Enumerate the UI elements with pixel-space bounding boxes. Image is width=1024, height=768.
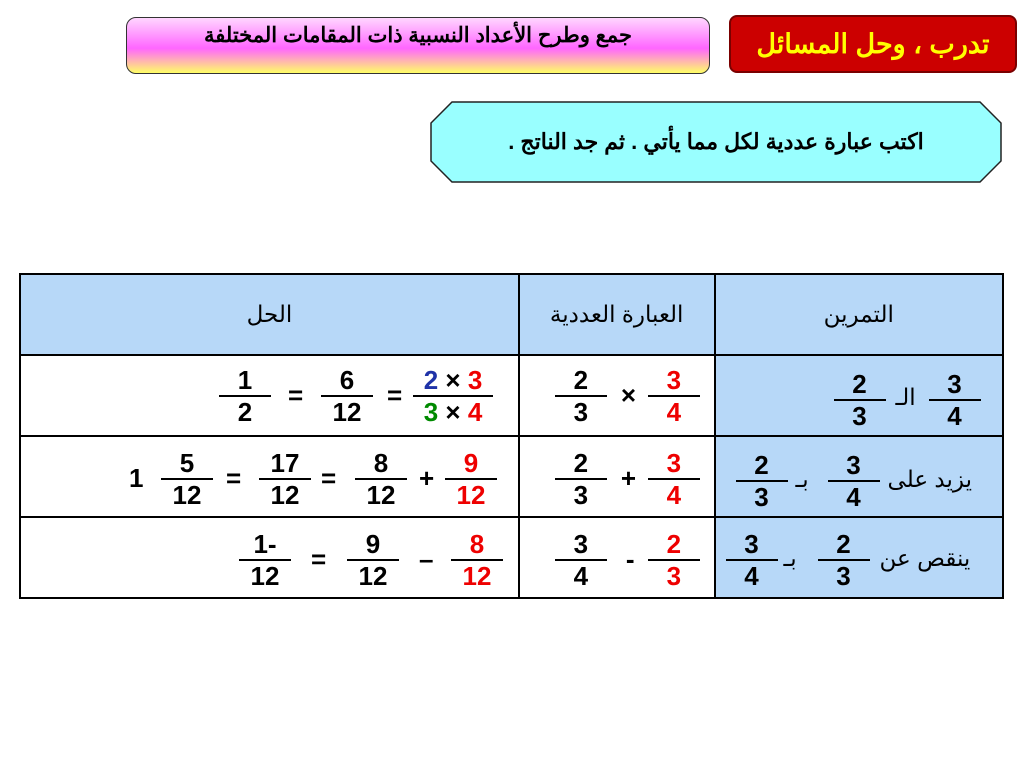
equals-sign: = (311, 544, 327, 574)
denominator: 12 (270, 480, 300, 510)
fraction (648, 366, 700, 426)
numerator: 3 (666, 448, 682, 478)
equals-sign: = (226, 463, 242, 493)
expression-cell (519, 517, 715, 598)
minus-sign: - (625, 544, 635, 574)
expression-cell (519, 436, 715, 517)
numerator: 17 (270, 448, 300, 478)
exercise-word: ينقص عن (879, 545, 971, 571)
fraction (321, 366, 373, 426)
fraction (726, 530, 778, 590)
fraction (355, 449, 407, 509)
fraction (648, 530, 700, 590)
plus-sign: + (419, 463, 435, 493)
numerator: 3 (846, 450, 861, 480)
exercise-cell (715, 436, 1003, 517)
denominator: 12 (358, 561, 388, 591)
numerator: 5 (179, 448, 195, 478)
fraction (445, 449, 497, 509)
fraction (219, 366, 271, 426)
exercise-word: بـ (783, 545, 797, 571)
table-row (20, 517, 1003, 598)
denominator: 3 (852, 401, 867, 431)
exercise-table (19, 273, 1004, 599)
table-row (20, 436, 1003, 517)
expression-cell (519, 355, 715, 436)
solution-cell (20, 355, 519, 436)
numerator: 6 (339, 365, 355, 395)
denominator: 4 (573, 561, 589, 591)
fraction (451, 530, 503, 590)
instruction-box (430, 101, 1002, 183)
plus-sign: + (620, 463, 637, 493)
denominator: 12 (250, 561, 280, 591)
denominator: 12 (332, 397, 362, 427)
exercise-word: الـ (895, 384, 916, 410)
numerator: 2 (852, 369, 867, 399)
fraction (834, 370, 886, 430)
multiply-sign: × (620, 380, 637, 410)
exercise-word: بـ (795, 466, 809, 492)
minus-sign: – (419, 544, 434, 574)
denominator: 12 (456, 480, 486, 510)
denominator: 3 (754, 482, 769, 512)
numerator: 2 (836, 529, 851, 559)
numerator: 8 (469, 529, 485, 559)
solution-cell (20, 436, 519, 517)
whole-number: 1 (129, 463, 144, 493)
denominator: 2 (237, 397, 253, 427)
equals-sign: = (321, 463, 337, 493)
denominator: 3 (666, 561, 682, 591)
fraction (818, 530, 870, 590)
numerator: 9 (365, 529, 381, 559)
denominator: 12 (462, 561, 492, 591)
table-row (20, 355, 1003, 436)
denominator: 4 (846, 482, 861, 512)
fraction (239, 530, 291, 590)
fraction (648, 449, 700, 509)
exercise-word: يزيد على (887, 466, 972, 492)
equals-sign: = (387, 380, 403, 410)
equals-sign: = (288, 380, 304, 410)
numerator: 3 (947, 369, 962, 399)
denominator: 12 (366, 480, 396, 510)
fraction (929, 370, 981, 430)
numerator: 2 (754, 450, 769, 480)
fraction (347, 530, 399, 590)
exercise-cell (715, 517, 1003, 598)
numerator: 1 (237, 365, 253, 395)
numerator: 1- (253, 529, 277, 559)
numerator: 2 (573, 448, 589, 478)
numerator: 2 (666, 529, 682, 559)
fraction (161, 449, 213, 509)
numerator: 9 (463, 448, 479, 478)
denominator: 4 (947, 401, 962, 431)
denominator: 3 (573, 397, 589, 427)
numerator: 3 (744, 529, 759, 559)
denominator: 3 (573, 480, 589, 510)
fraction (555, 530, 607, 590)
denominator: 4 (666, 397, 682, 427)
numerator: 3 (666, 365, 682, 395)
fraction (555, 366, 607, 426)
denominator: 3 × 4 (423, 397, 483, 427)
instruction-text: اكتب عبارة عددية لكل مما يأتي . ثم جد الناتج . (508, 129, 924, 154)
numerator: 3 (573, 529, 589, 559)
solution-cell (20, 517, 519, 598)
lesson-title: جمع وطرح الأعداد النسبية ذات المقامات المختلفة (126, 17, 710, 74)
fraction (555, 449, 607, 509)
header-expression: العبارة العددية (519, 274, 715, 355)
fraction-product (413, 366, 493, 426)
denominator: 4 (744, 561, 759, 591)
numerator: 8 (373, 448, 389, 478)
denominator: 4 (666, 480, 682, 510)
numerator: 2 × 3 (423, 365, 483, 395)
table-header-row (20, 274, 1003, 355)
practice-label: تدرب ، وحل المسائل (729, 15, 1017, 73)
exercise-cell (715, 355, 1003, 436)
denominator: 3 (836, 561, 851, 591)
fraction (736, 451, 788, 511)
header-exercise: التمرين (715, 274, 1003, 355)
fraction (259, 449, 311, 509)
header-solution: الحل (20, 274, 519, 355)
numerator: 2 (573, 365, 589, 395)
fraction (828, 451, 880, 511)
denominator: 12 (172, 480, 202, 510)
